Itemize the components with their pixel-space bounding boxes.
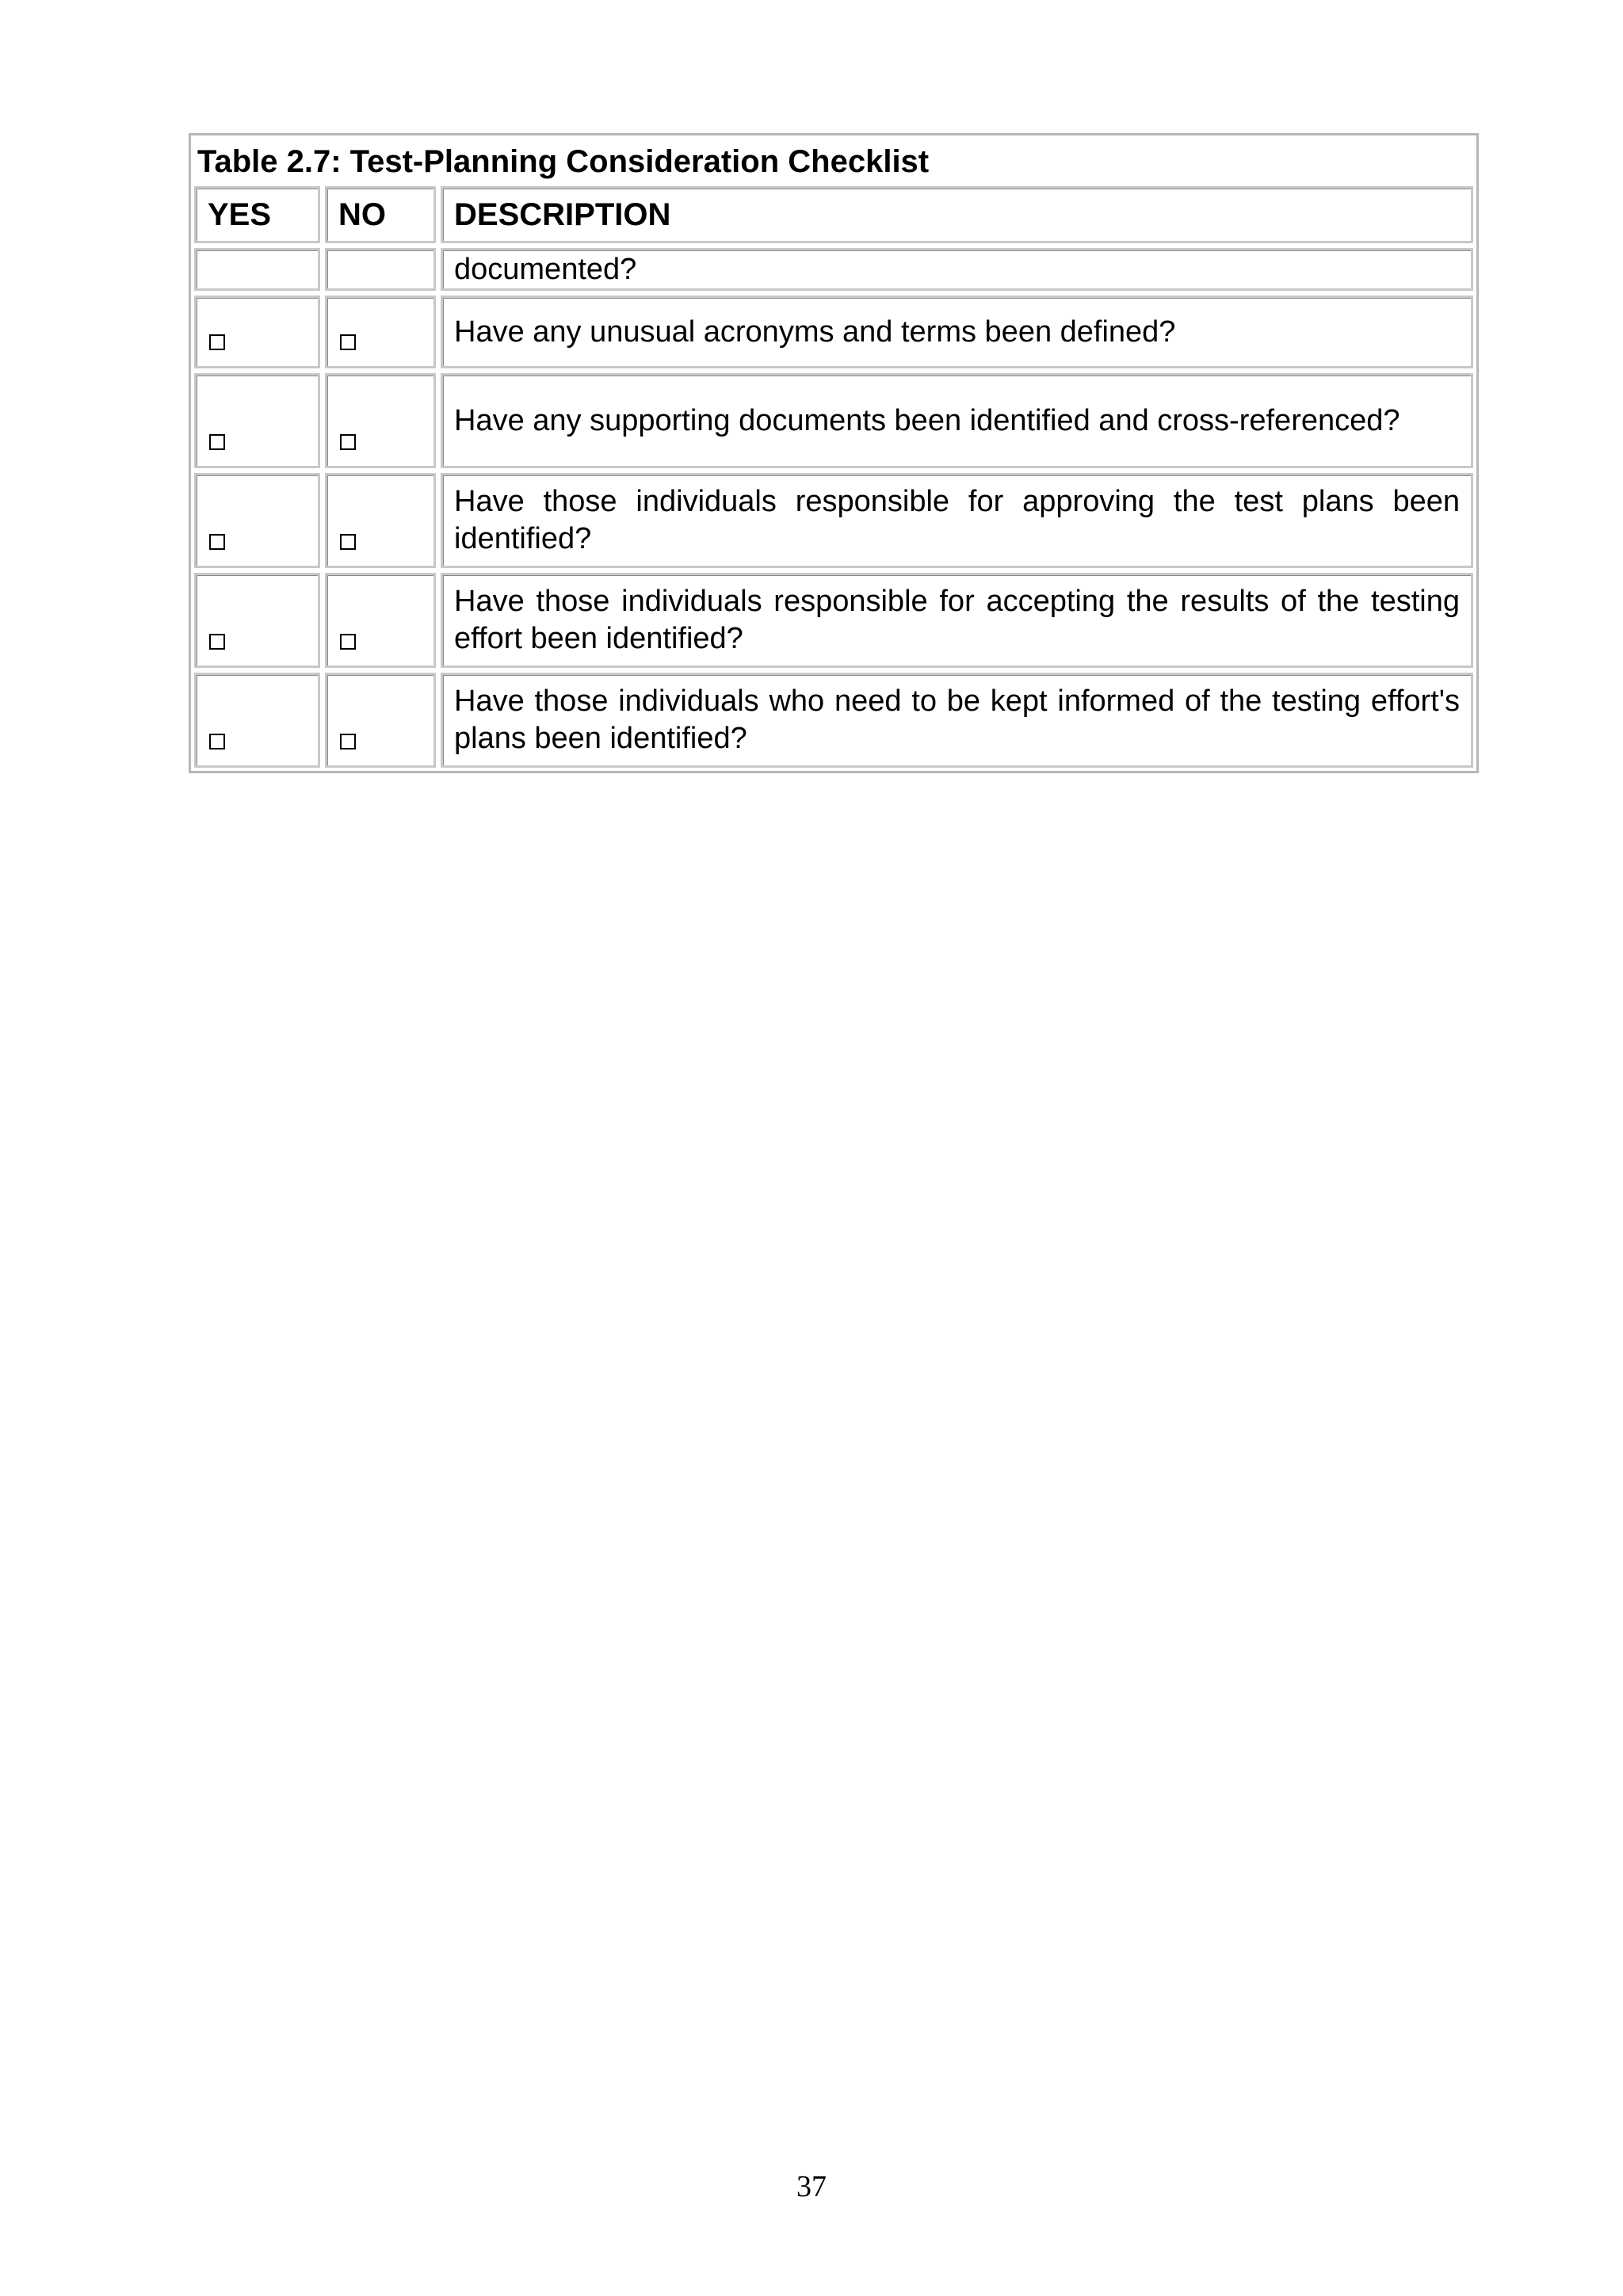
yes-cell xyxy=(194,296,320,368)
no-checkbox[interactable] xyxy=(340,434,356,450)
table-row xyxy=(194,473,1473,568)
no-cell xyxy=(325,673,436,768)
table-row xyxy=(194,296,1473,368)
no-cell xyxy=(325,573,436,668)
description-cell: Have those individuals who need to be kept informed of the testing effort's plans been identified? xyxy=(441,673,1473,768)
table-row xyxy=(194,373,1473,468)
yes-cell-empty xyxy=(194,248,320,291)
no-checkbox[interactable] xyxy=(340,334,356,350)
no-cell xyxy=(325,373,436,468)
checklist-grid xyxy=(189,181,1478,772)
yes-cell xyxy=(194,673,320,768)
description-cell: documented? xyxy=(441,248,1473,291)
yes-cell xyxy=(194,373,320,468)
yes-checkbox[interactable] xyxy=(209,534,225,550)
yes-checkbox[interactable] xyxy=(209,334,225,350)
page-number: 37 xyxy=(796,2170,827,2203)
no-cell xyxy=(325,473,436,568)
header-row xyxy=(194,186,1473,243)
description-cell: Have any unusual acronyms and terms been defined? xyxy=(441,296,1473,368)
header-no: NO xyxy=(325,186,436,243)
header-description: DESCRIPTION xyxy=(441,186,1473,243)
yes-cell xyxy=(194,573,320,668)
yes-cell xyxy=(194,473,320,568)
yes-checkbox[interactable] xyxy=(209,734,225,749)
table-row xyxy=(194,573,1473,668)
description-cell: Have those individuals responsible for accepting the results of the testing effort been identified? xyxy=(441,573,1473,668)
no-checkbox[interactable] xyxy=(340,734,356,749)
description-cell: Have those individuals responsible for approving the test plans been identified? xyxy=(441,473,1473,568)
no-cell-empty xyxy=(325,248,436,291)
no-cell xyxy=(325,296,436,368)
table-row xyxy=(194,248,1473,291)
yes-checkbox[interactable] xyxy=(209,634,225,650)
no-checkbox[interactable] xyxy=(340,534,356,550)
table-caption: Table 2.7: Test-Planning Consideration Checklist xyxy=(197,144,930,179)
no-checkbox[interactable] xyxy=(340,634,356,650)
checklist-table xyxy=(189,133,1479,773)
yes-checkbox[interactable] xyxy=(209,434,225,450)
description-cell: Have any supporting documents been identified and cross-referenced? xyxy=(441,373,1473,468)
header-yes: YES xyxy=(194,186,320,243)
table-row xyxy=(194,673,1473,768)
